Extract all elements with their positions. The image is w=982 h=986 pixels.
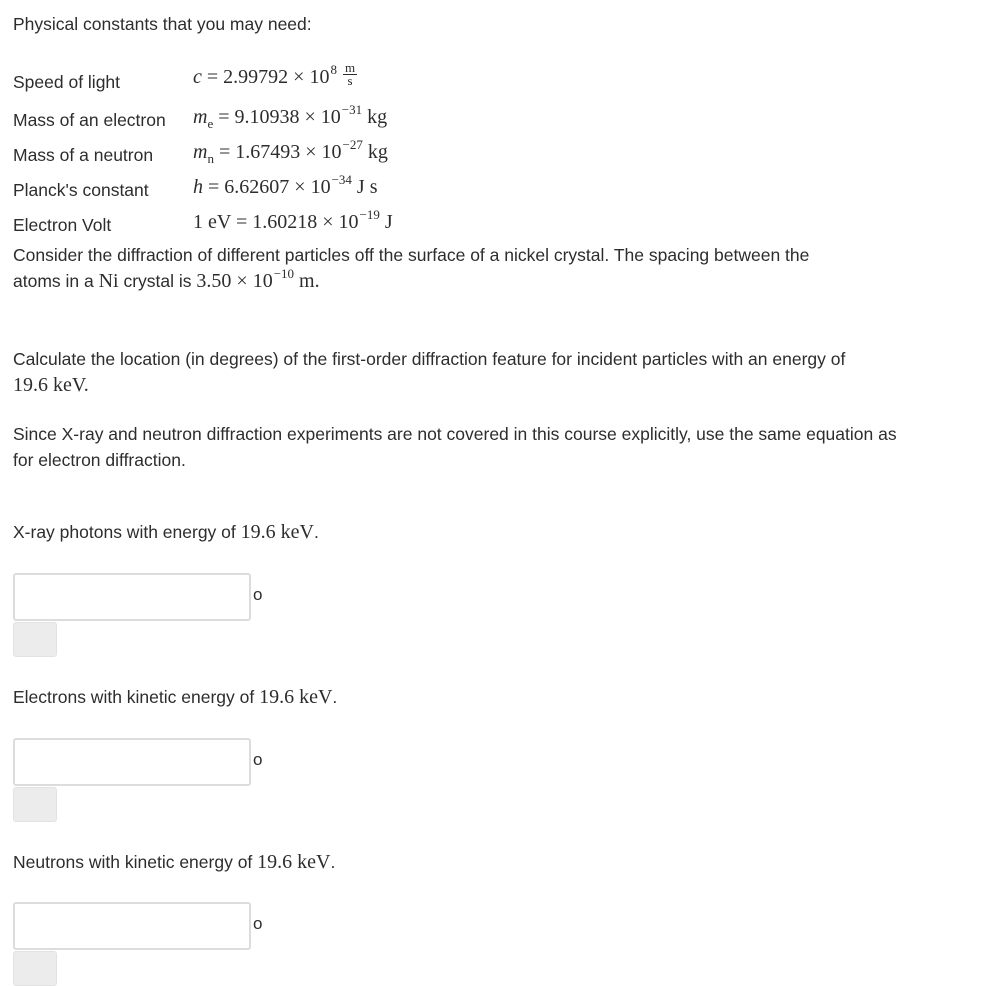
constant-formula-planck: $h = 6.62607 \times 10^{-34}$ J s (193, 172, 378, 198)
constant-label-electron-mass: Mass of an electron (13, 110, 166, 130)
xray-answer-input[interactable] (13, 573, 251, 621)
constant-label-speed-of-light: Speed of light (13, 72, 121, 92)
question-text: Calculate the location (in degrees) of the first-order diffraction feature for incident particles with an energy of 19.6 keV. (13, 349, 846, 396)
constant-formula-electron-mass: $m_e = 9.10938 \times 10^{-31}$ kg (193, 102, 388, 131)
constant-label-electron-volt: Electron Volt (13, 215, 112, 235)
constant-label-neutron-mass: Mass of a neutron (13, 145, 154, 165)
note-text: Since X-ray and neutron diffraction experiments are not covered in this course explicitly, use the same equation as for electron diffraction. (13, 424, 897, 470)
constant-formula-electron-volt: 1 eV = $1.60218 \times 10^{-19}$ J (193, 207, 393, 233)
xray-submit-button[interactable] (13, 622, 57, 657)
electron-answer-input[interactable] (13, 738, 251, 786)
electron-degree-unit: o (253, 750, 263, 769)
part-neutron-prompt: Neutrons with kinetic energy of 19.6 keV. (13, 851, 336, 873)
part-xray-prompt: X-ray photons with energy of 19.6 keV. (13, 521, 319, 543)
neutron-answer-input[interactable] (13, 902, 251, 950)
part-electron-prompt: Electrons with kinetic energy of 19.6 keV. (13, 686, 338, 708)
constant-formula-neutron-mass: $m_n = 1.67493 \times 10^{-27}$ kg (193, 137, 388, 166)
intro-text: Physical constants that you may need: (13, 14, 312, 34)
neutron-submit-button[interactable] (13, 951, 57, 986)
problem-statement: Consider the diffraction of different particles off the surface of a nickel crystal. The spacing between the atoms in a Ni crystal is $3.50 \times 10^{-10}$ m. (13, 245, 810, 292)
constant-formula-speed-of-light: $c = 2.99792 \times 10^8$ $\frac{m}{s}$ (193, 60, 356, 89)
electron-submit-button[interactable] (13, 787, 57, 822)
neutron-degree-unit: o (253, 914, 263, 933)
xray-degree-unit: o (253, 585, 263, 604)
constant-label-planck: Planck's constant (13, 180, 149, 200)
